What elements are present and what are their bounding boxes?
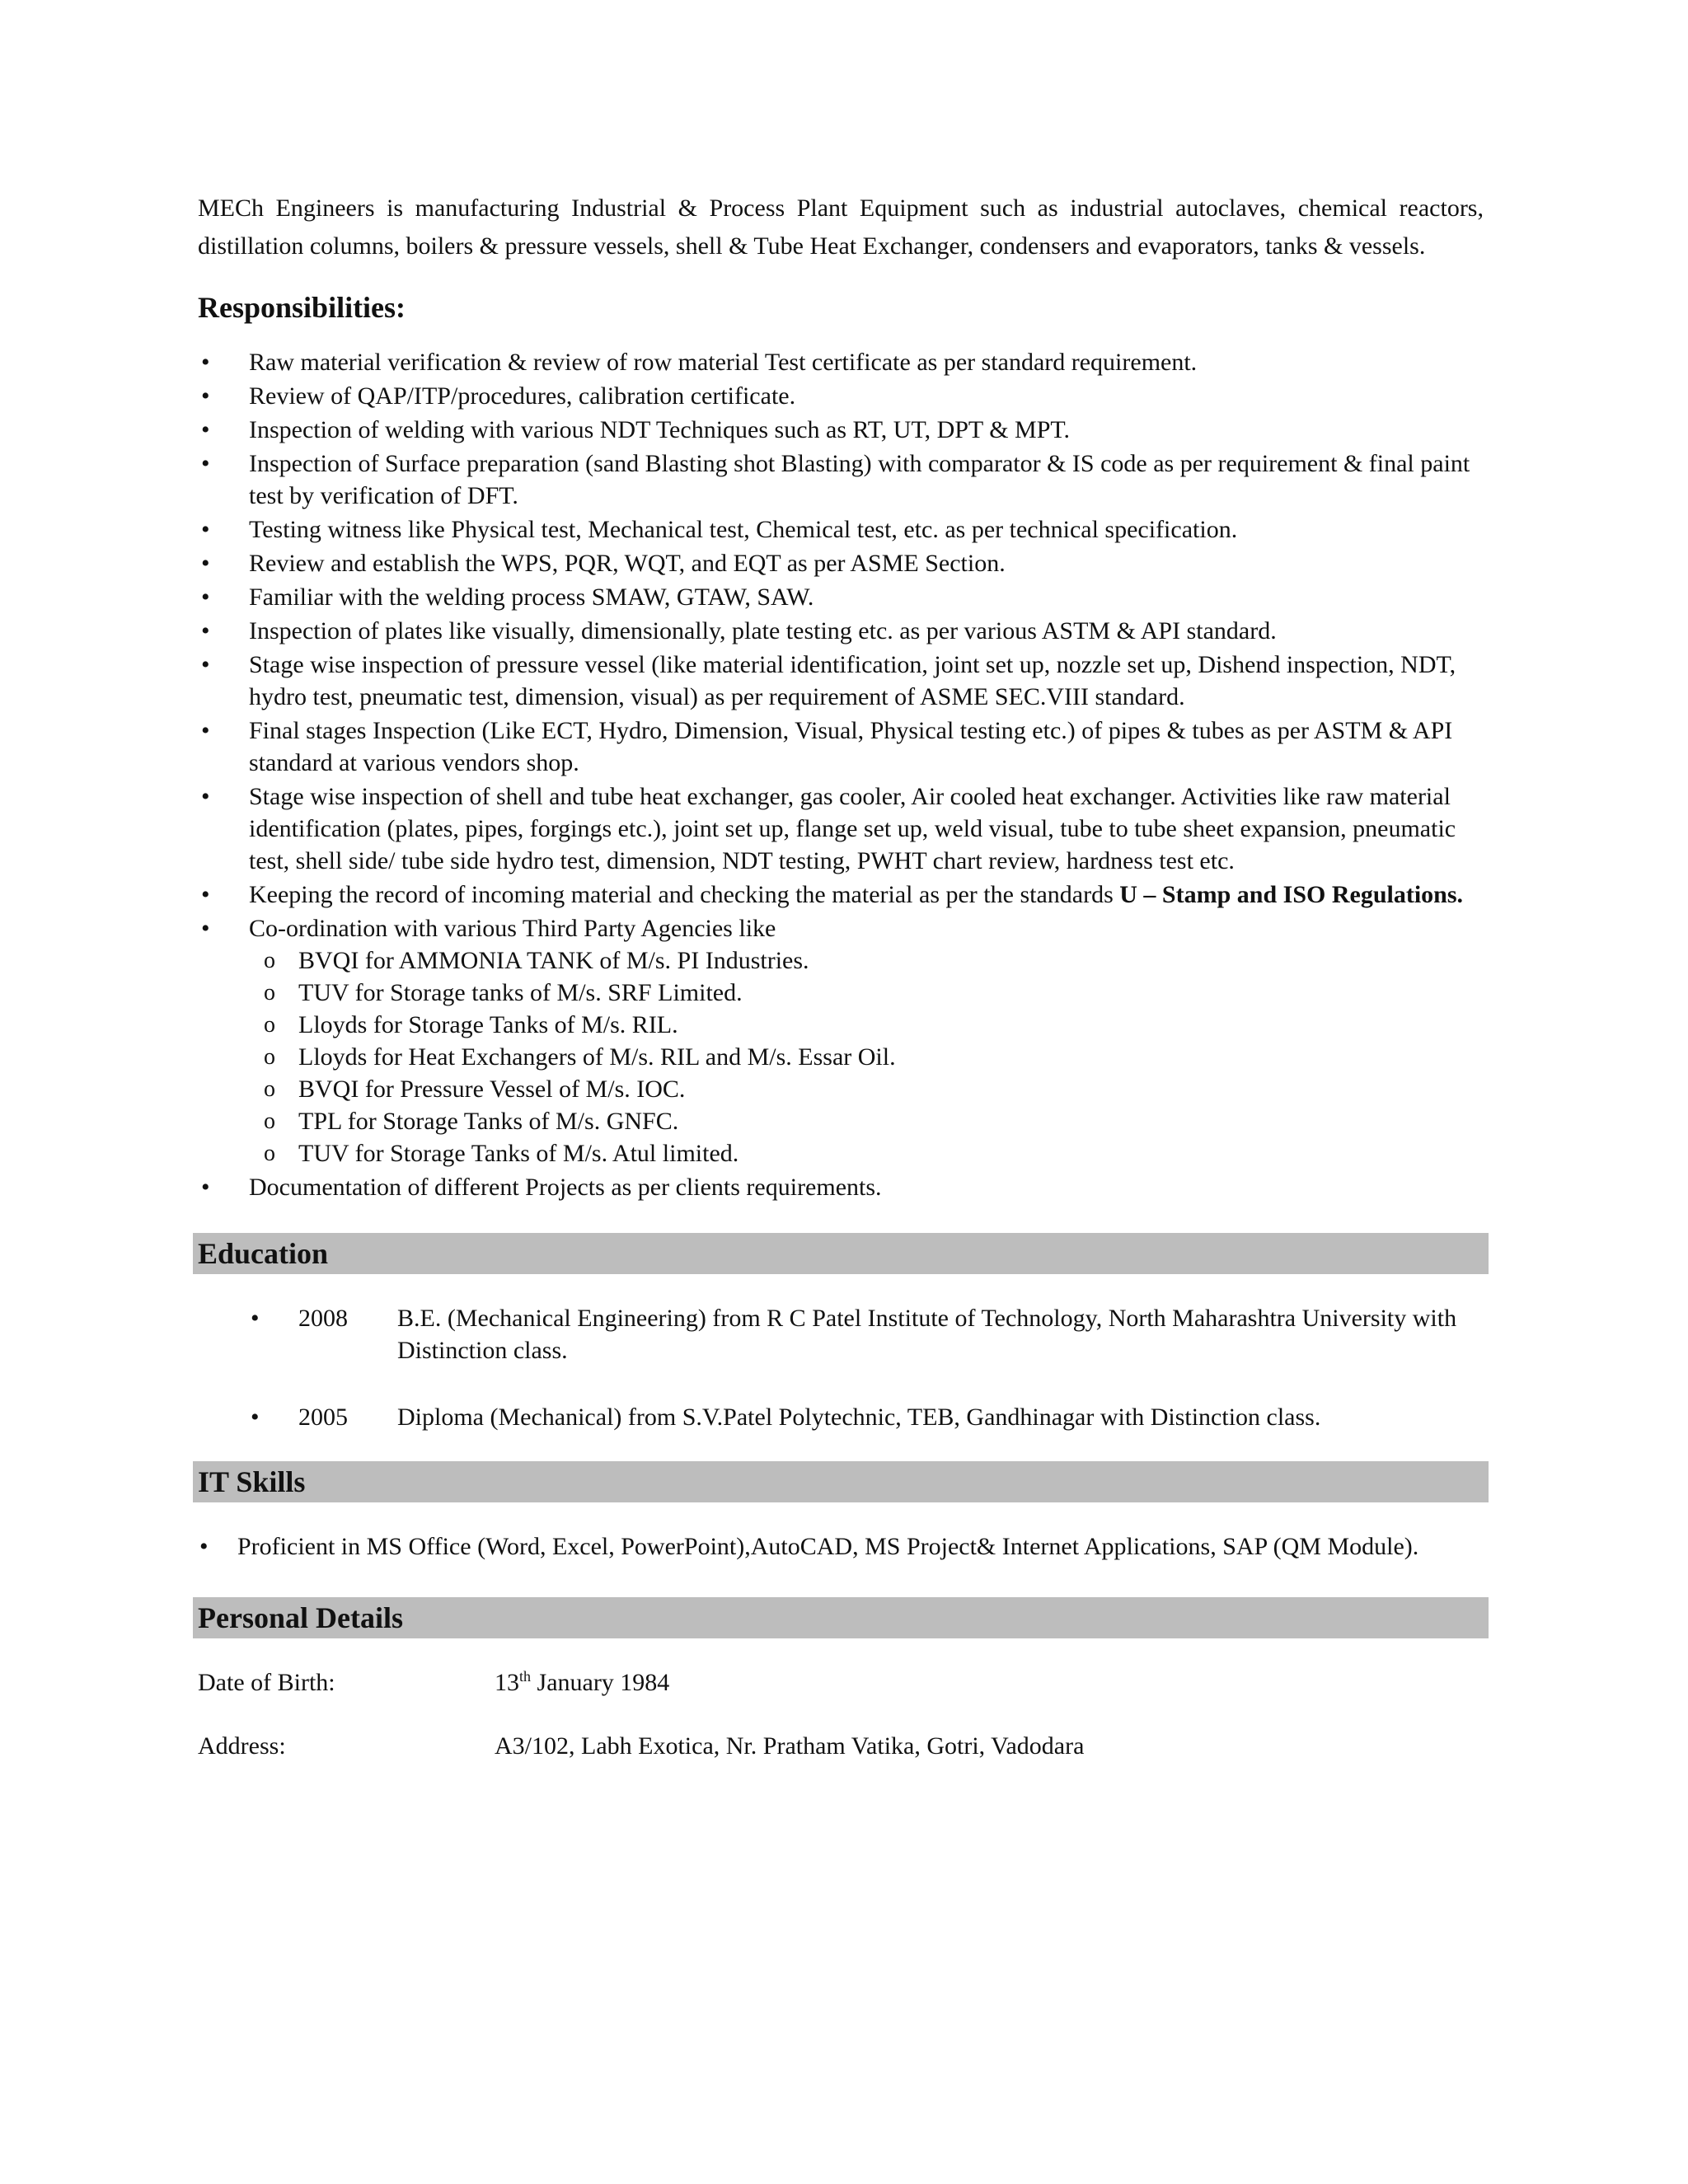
list-item: • Inspection of plates like visually, dimensionally, plate testing etc. as per various ASTM & API standard.: [198, 615, 1484, 647]
list-item: • Proficient in MS Office (Word, Excel, PowerPoint),AutoCAD, MS Project& Internet Applications, SAP (QM Module).: [198, 1530, 1484, 1563]
list-item: • Review and establish the WPS, PQR, WQT, and EQT as per ASME Section.: [198, 547, 1484, 579]
keeping-record-text: Keeping the record of incoming material and checking the material as per the standards: [249, 881, 1120, 908]
responsibilities-heading: Responsibilities:: [198, 291, 406, 324]
education-list: [198, 1302, 1484, 1433]
dob-row: [198, 1666, 1484, 1699]
list-item: • Stage wise inspection of shell and tube heat exchanger, gas cooler, Air cooled heat exchanger. Activities like raw material identification (plates, pipes, forgings etc.), joint set up, flange set up, weld visual, tube to tube sheet expansion, pneumatic test, shell side/ tube side hydro test, dimension, NDT testing, PWHT chart review, hardness test etc.: [198, 780, 1484, 877]
list-item: • Documentation of different Projects as per clients requirements.: [198, 1171, 1484, 1203]
dob-value: [495, 1666, 669, 1699]
agency-item: o TUV for Storage tanks of M/s. SRF Limited.: [198, 977, 1484, 1009]
responsibilities-list: [198, 346, 1484, 1203]
agency-item: o BVQI for Pressure Vessel of M/s. IOC.: [198, 1073, 1484, 1105]
agency-item: o TPL for Storage Tanks of M/s. GNFC.: [198, 1105, 1484, 1137]
agency-list: [198, 944, 1484, 1169]
dob-suffix: th: [519, 1668, 532, 1685]
list-item-coordination: [198, 912, 1484, 1169]
agency-item: o BVQI for AMMONIA TANK of M/s. PI Industries.: [198, 944, 1484, 977]
education-item: [198, 1302, 1484, 1366]
personal-details-heading: Personal Details: [193, 1597, 1489, 1638]
list-item: • Inspection of Surface preparation (sand Blasting shot Blasting) with comparator & IS code as per requirement & final paint test by verification of DFT.: [198, 448, 1484, 512]
list-item: • Testing witness like Physical test, Mechanical test, Chemical test, etc. as per technical specification.: [198, 513, 1484, 546]
list-item: • Raw material verification & review of row material Test certificate as per standard requirement.: [198, 346, 1484, 378]
list-item-keeping-record: [198, 879, 1484, 911]
dob-label: Date of Birth:: [198, 1669, 335, 1696]
list-item: • Review of QAP/ITP/procedures, calibration certificate.: [198, 380, 1484, 412]
address-row: [198, 1730, 1484, 1762]
education-desc: B.E. (Mechanical Engineering) from R C Patel Institute of Technology, North Maharashtra University with Distinction class.: [397, 1305, 1457, 1364]
coordination-text: Co-ordination with various Third Party Agencies like: [249, 915, 776, 942]
education-heading: Education: [193, 1233, 1489, 1274]
dob-day: 13: [495, 1669, 519, 1696]
agency-item: o Lloyds for Storage Tanks of M/s. RIL.: [198, 1009, 1484, 1041]
it-skills-heading: IT Skills: [193, 1461, 1489, 1502]
education-year: • 2005: [298, 1404, 348, 1431]
address-label: Address:: [198, 1732, 286, 1760]
dob-month-year: January 1984: [531, 1669, 670, 1696]
education-year: • 2008: [298, 1305, 348, 1332]
list-item: • Inspection of welding with various NDT Techniques such as RT, UT, DPT & MPT.: [198, 414, 1484, 446]
list-item: • Familiar with the welding process SMAW, GTAW, SAW.: [198, 581, 1484, 613]
keeping-record-bold: U – Stamp and ISO Regulations.: [1119, 881, 1464, 908]
agency-item: o Lloyds for Heat Exchangers of M/s. RIL and M/s. Essar Oil.: [198, 1041, 1484, 1073]
agency-item: o TUV for Storage Tanks of M/s. Atul limited.: [198, 1137, 1484, 1169]
company-intro: MECh Engineers is manufacturing Industrial & Process Plant Equipment such as industrial autoclaves, chemical reactors, distillation columns, boilers & pressure vessels, shell & Tube Heat Exchanger, condensers and evaporators, tanks & vessels.: [198, 194, 1484, 260]
address-value: A3/102, Labh Exotica, Nr. Pratham Vatika, Gotri, Vadodara: [495, 1732, 1085, 1760]
list-item: • Final stages Inspection (Like ECT, Hydro, Dimension, Visual, Physical testing etc.) of pipes & tubes as per ASTM & API standard at various vendors shop.: [198, 715, 1484, 779]
list-item: • Stage wise inspection of pressure vessel (like material identification, joint set up, nozzle set up, Dishend inspection, NDT, hydro test, pneumatic test, dimension, visual) as per requirement of ASME SEC.VIII standard.: [198, 649, 1484, 713]
it-skills-list: [198, 1530, 1484, 1563]
education-item: [198, 1401, 1484, 1433]
education-desc: Diploma (Mechanical) from S.V.Patel Polytechnic, TEB, Gandhinagar with Distinction class.: [397, 1404, 1321, 1431]
resume-page: [198, 190, 1484, 1762]
